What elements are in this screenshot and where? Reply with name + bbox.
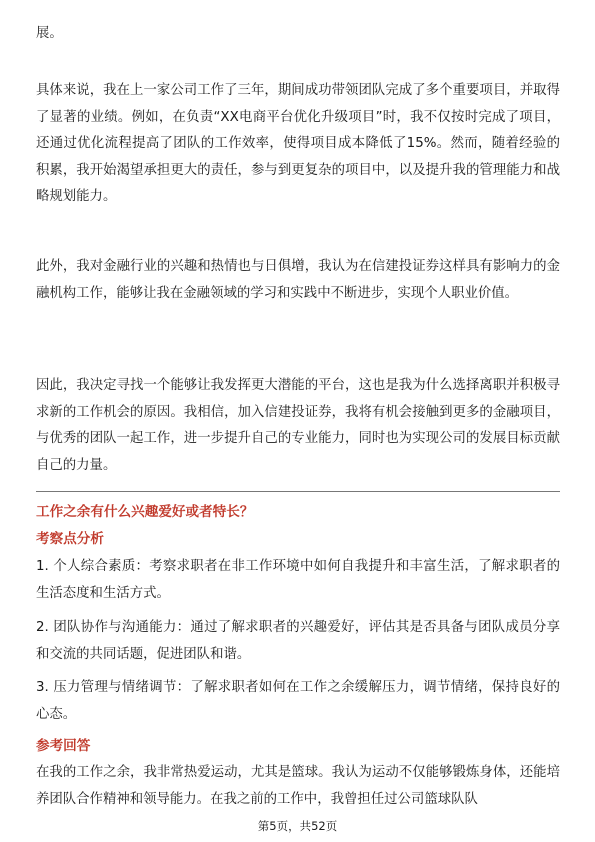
- analysis-item: 3. 压力管理与情绪调节：了解求职者如何在工作之余缓解压力，调节情绪，保持良好的心态。: [36, 680, 560, 722]
- continued-text-fragment: 展。: [36, 26, 63, 41]
- answer-text: 在我的工作之余，我非常热爱运动，尤其是篮球。我认为运动不仅能够锻炼身体，还能培养团队合作精神和领导能力。在我之前的工作中，我曾担任过公司篮球队队: [36, 765, 560, 807]
- section-divider: [36, 491, 560, 492]
- page-number: 第5页，共52页: [257, 819, 338, 833]
- analysis-heading: 考察点分析: [36, 531, 104, 547]
- analysis-item: 2. 团队协作与沟通能力：通过了解求职者的兴趣爱好，评估其是否具备与团队成员分享和交流的共同话题，促进团队和谐。: [36, 620, 560, 662]
- paragraph-interest: 此外，我对金融行业的兴趣和热情也与日俱增，我认为在信建投证券这样具有影响力的金融机构工作，能够让我在金融领域的学习和实践中不断进步，实现个人职业价值。: [36, 259, 560, 301]
- paragraph-conclusion: 因此，我决定寻找一个能够让我发挥更大潜能的平台，这也是我为什么选择离职并积极寻求新的工作机会的原因。我相信，加入信建投证券，我将有机会接触到更多的金融项目，与优秀的团队一起工作，进一步提升自己的专业能力，同时也为实现公司的发展目标贡献自己的力量。: [36, 378, 560, 473]
- answer-heading: 参考回答: [36, 738, 91, 754]
- analysis-item: 1. 个人综合素质：考察求职者在非工作环境中如何自我提升和丰富生活，了解求职者的生活态度和生活方式。: [36, 559, 560, 601]
- question-title: 工作之余有什么兴趣爱好或者特长？: [36, 504, 254, 520]
- paragraph-experience: 具体来说，我在上一家公司工作了三年，期间成功带领团队完成了多个重要项目，并取得了显著的业绩。例如，在负责“XX电商平台优化升级项目”时，我不仅按时完成了项目，还通过优化流程提高了团队的工作效率，使得项目成本降低了15%。然而，随着经验的积累，我开始渴望承担更大的责任，参与到更复杂的项目中，以及提升我的管理能力和战略规划能力。: [36, 83, 560, 204]
